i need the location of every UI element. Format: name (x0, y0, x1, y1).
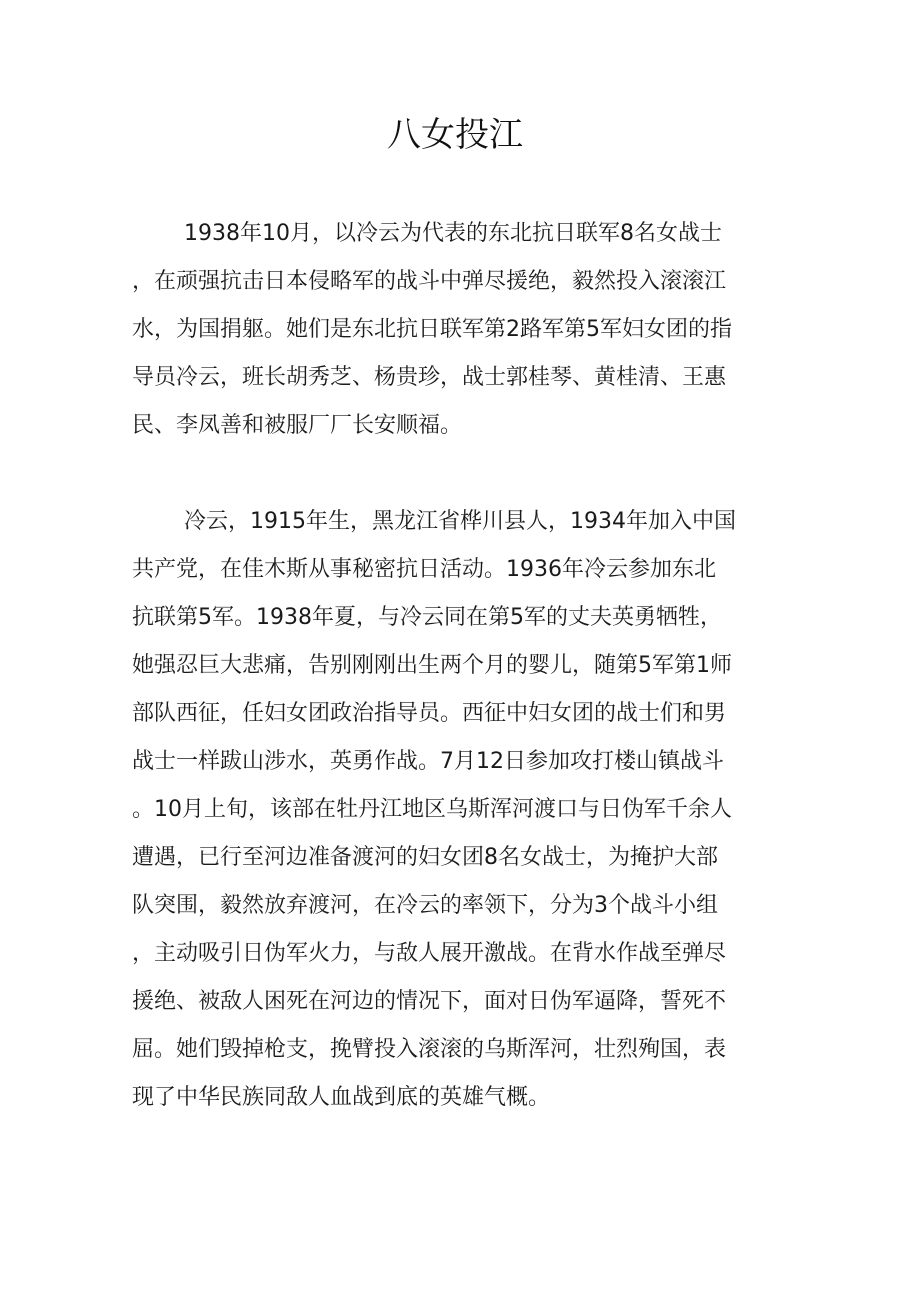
text-line: 民、李凤善和被服厂厂长安顺福。 (132, 413, 463, 438)
text-line: 抗联第5军。1938年夏，与冷云同在第5军的丈夫英勇牺牲， (132, 605, 722, 630)
text-line: 共产党，在佳木斯从事秘密抗日活动。1936年冷云参加东北 (132, 557, 716, 582)
text-line: 1938年10月，以冷云为代表的东北抗日联军8名女战士 (184, 221, 722, 246)
text-line: ，在顽强抗击日本侵略军的战斗中弹尽援绝，毅然投入滚滚江 (132, 269, 727, 294)
text-line: 部队西征，任妇女团政治指导员。西征中妇女团的战士们和男 (132, 701, 727, 726)
paragraph-spacer (132, 450, 778, 498)
text-line: 水，为国捐躯。她们是东北抗日联军第2路军第5军妇女团的指 (132, 317, 732, 342)
text-line: 屈。她们毁掉枪支，挽臂投入滚滚的乌斯浑河，壮烈殉国，表 (132, 1037, 727, 1062)
text-line: ，主动吸引日伪军火力，与敌人展开激战。在背水作战至弹尽 (132, 941, 727, 966)
text-line: 援绝、被敌人困死在河边的情况下，面对日伪军逼降，誓死不 (132, 989, 727, 1014)
text-line: 她强忍巨大悲痛，告别刚刚出生两个月的婴儿，随第5军第1师 (132, 653, 732, 678)
document-title: 八女投江 (387, 115, 523, 155)
text-line: 队突围，毅然放弃渡河，在冷云的率领下，分为3个战斗小组 (132, 893, 718, 918)
text-line: 。10月上旬，该部在牡丹江地区乌斯浑河渡口与日伪军千余人 (132, 797, 732, 822)
document-body (132, 210, 778, 1122)
text-line: 导员冷云，班长胡秀芝、杨贵珍，战士郭桂琴、黄桂清、王惠 (132, 365, 727, 390)
text-line: 战士一样跋山涉水，英勇作战。7月12日参加攻打楼山镇战斗 (132, 749, 724, 774)
paragraph-1 (132, 210, 778, 450)
text-line: 现了中华民族同敌人血战到底的英雄气概。 (132, 1085, 551, 1110)
paragraph-2 (132, 498, 778, 1122)
text-line: 遭遇，已行至河边准备渡河的妇女团8名女战士，为掩护大部 (132, 845, 718, 870)
text-line: 冷云，1915年生，黑龙江省桦川县人，1934年加入中国 (184, 509, 736, 534)
